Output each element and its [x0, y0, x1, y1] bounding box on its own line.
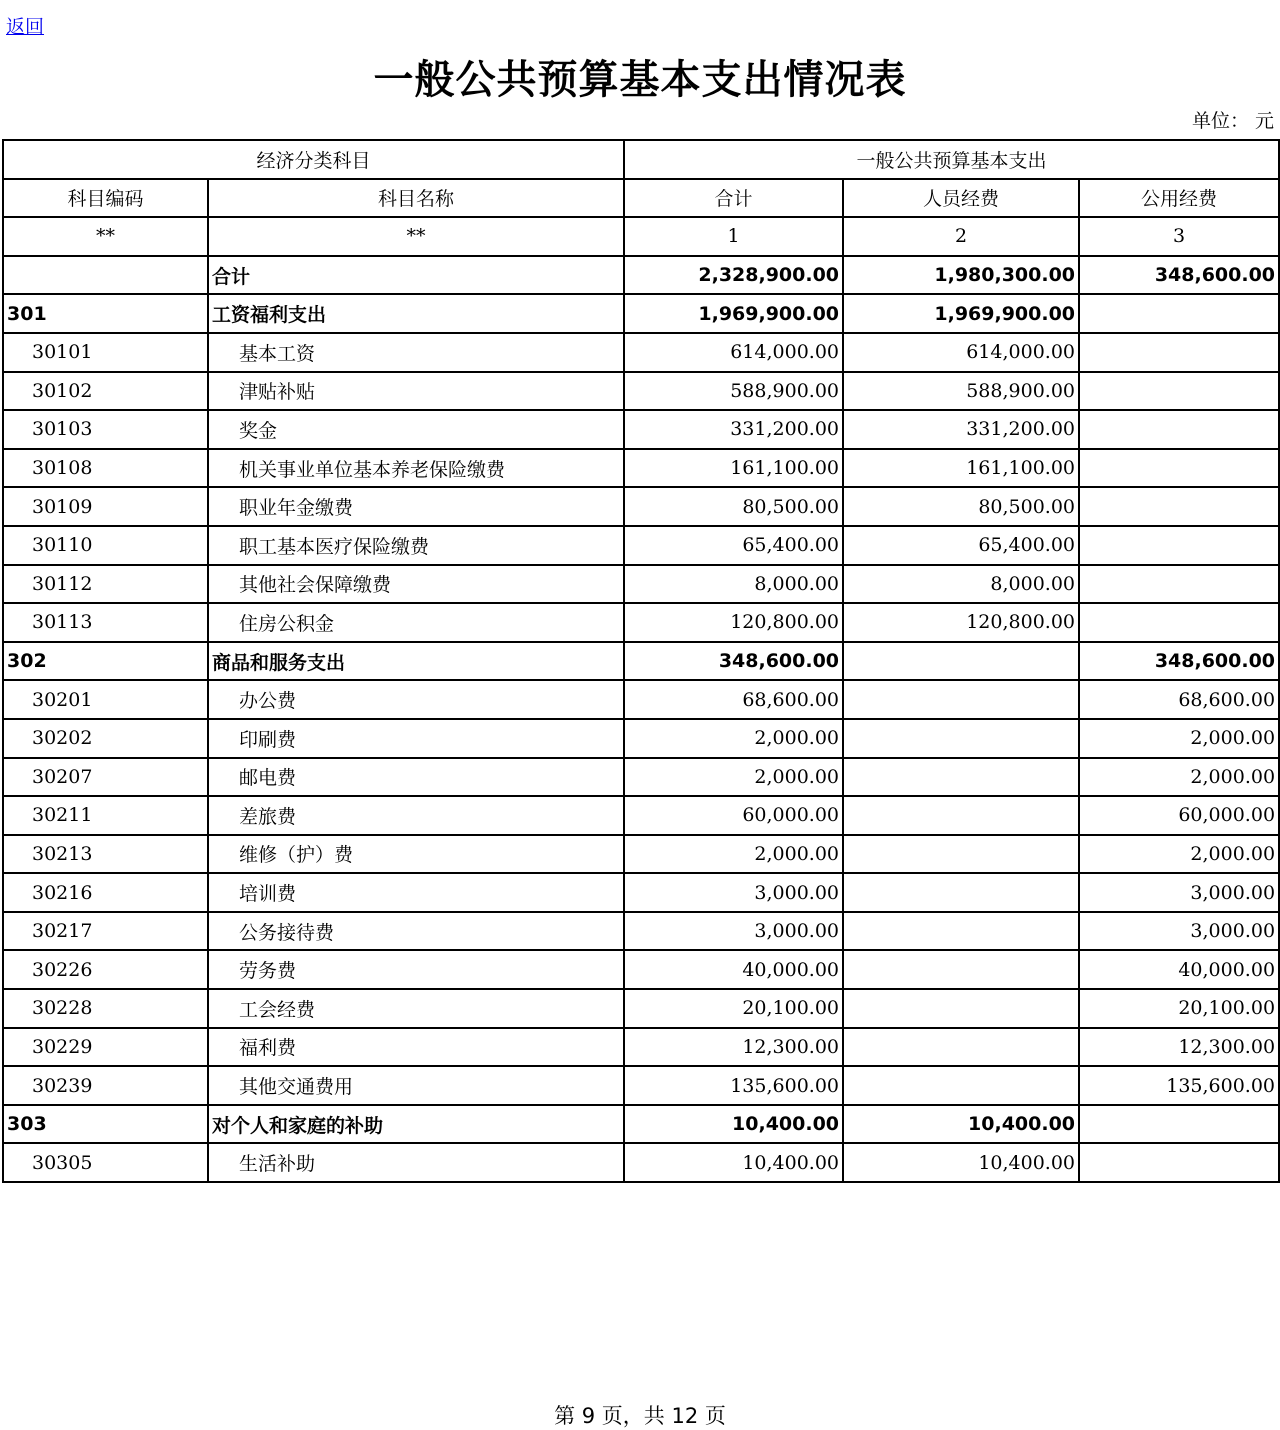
- table-row: [3, 603, 1279, 642]
- row-total: 10,400.00: [624, 1143, 843, 1182]
- row-name: 其他交通费用: [208, 1066, 624, 1105]
- row-code: 30202: [3, 719, 208, 758]
- row-code: 30229: [3, 1028, 208, 1067]
- row-personnel: 1,980,300.00: [843, 256, 1079, 295]
- row-public: 348,600.00: [1079, 642, 1279, 681]
- row-public: 68,600.00: [1079, 680, 1279, 719]
- row-name: 福利费: [208, 1028, 624, 1067]
- row-name: 办公费: [208, 680, 624, 719]
- table-row: [3, 873, 1279, 912]
- table-row: [3, 680, 1279, 719]
- row-name: 生活补助: [208, 1143, 624, 1182]
- table-row: [3, 1028, 1279, 1067]
- row-total: 3,000.00: [624, 912, 843, 951]
- row-public: [1079, 449, 1279, 488]
- row-personnel: 331,200.00: [843, 410, 1079, 449]
- row-public: [1079, 1105, 1279, 1144]
- row-personnel: 8,000.00: [843, 565, 1079, 604]
- row-public: [1079, 333, 1279, 372]
- row-total: 2,000.00: [624, 835, 843, 874]
- row-public: 20,100.00: [1079, 989, 1279, 1028]
- index-cell: 1: [624, 217, 843, 256]
- table-row: [3, 1143, 1279, 1182]
- table-row: [3, 449, 1279, 488]
- index-cell: **: [208, 217, 624, 256]
- row-personnel: 80,500.00: [843, 487, 1079, 526]
- row-public: [1079, 1143, 1279, 1182]
- table-row: [3, 333, 1279, 372]
- row-public: 3,000.00: [1079, 912, 1279, 951]
- row-code: 30108: [3, 449, 208, 488]
- row-code: 30213: [3, 835, 208, 874]
- row-public: 348,600.00: [1079, 256, 1279, 295]
- row-public: [1079, 294, 1279, 333]
- row-total: 1,969,900.00: [624, 294, 843, 333]
- table-row: [3, 294, 1279, 333]
- row-total: 20,100.00: [624, 989, 843, 1028]
- row-name: 职业年金缴费: [208, 487, 624, 526]
- row-total: 10,400.00: [624, 1105, 843, 1144]
- row-total: 68,600.00: [624, 680, 843, 719]
- index-row: [3, 217, 1279, 256]
- row-personnel: [843, 1028, 1079, 1067]
- row-public: 135,600.00: [1079, 1066, 1279, 1105]
- table-row: [3, 796, 1279, 835]
- table-row: [3, 1066, 1279, 1105]
- row-personnel: [843, 758, 1079, 797]
- column-header-personnel: 人员经费: [843, 179, 1079, 218]
- row-code: 30226: [3, 950, 208, 989]
- row-public: [1079, 603, 1279, 642]
- row-personnel: 161,100.00: [843, 449, 1079, 488]
- row-total: 2,000.00: [624, 719, 843, 758]
- table-row: [3, 912, 1279, 951]
- row-name: 维修（护）费: [208, 835, 624, 874]
- row-total: 331,200.00: [624, 410, 843, 449]
- row-total: 2,328,900.00: [624, 256, 843, 295]
- column-header-name: 科目名称: [208, 179, 624, 218]
- table-row: [3, 989, 1279, 1028]
- row-code: 30211: [3, 796, 208, 835]
- row-public: 60,000.00: [1079, 796, 1279, 835]
- column-header-public: 公用经费: [1079, 179, 1279, 218]
- row-total: 588,900.00: [624, 372, 843, 411]
- row-name: 其他社会保障缴费: [208, 565, 624, 604]
- row-name: 住房公积金: [208, 603, 624, 642]
- row-personnel: [843, 680, 1079, 719]
- row-code: [3, 256, 208, 295]
- row-name: 基本工资: [208, 333, 624, 372]
- unit-label: 单位： 元: [1191, 110, 1274, 132]
- index-cell: 3: [1079, 217, 1279, 256]
- row-personnel: [843, 719, 1079, 758]
- table-row: [3, 642, 1279, 681]
- row-name: 劳务费: [208, 950, 624, 989]
- row-public: 40,000.00: [1079, 950, 1279, 989]
- row-code: 30102: [3, 372, 208, 411]
- row-name: 工会经费: [208, 989, 624, 1028]
- table-row: [3, 1105, 1279, 1144]
- page-indicator: 第 9 页，共 12 页: [554, 1404, 726, 1428]
- row-total: 80,500.00: [624, 487, 843, 526]
- row-public: 2,000.00: [1079, 719, 1279, 758]
- row-code: 30228: [3, 989, 208, 1028]
- table-row: [3, 719, 1279, 758]
- table-row: [3, 565, 1279, 604]
- row-code: 30305: [3, 1143, 208, 1182]
- row-name: 培训费: [208, 873, 624, 912]
- row-personnel: [843, 989, 1079, 1028]
- row-public: 3,000.00: [1079, 873, 1279, 912]
- row-name: 职工基本医疗保险缴费: [208, 526, 624, 565]
- row-code: 303: [3, 1105, 208, 1144]
- row-public: 2,000.00: [1079, 835, 1279, 874]
- group-header-row: [3, 140, 1279, 179]
- column-header-total: 合计: [624, 179, 843, 218]
- row-code: 30103: [3, 410, 208, 449]
- row-public: 12,300.00: [1079, 1028, 1279, 1067]
- row-personnel: 120,800.00: [843, 603, 1079, 642]
- index-cell: 2: [843, 217, 1079, 256]
- row-total: 2,000.00: [624, 758, 843, 797]
- row-name: 机关事业单位基本养老保险缴费: [208, 449, 624, 488]
- column-header-code: 科目编码: [3, 179, 208, 218]
- row-personnel: 10,400.00: [843, 1105, 1079, 1144]
- row-name: 对个人和家庭的补助: [208, 1105, 624, 1144]
- row-total: 60,000.00: [624, 796, 843, 835]
- row-name: 印刷费: [208, 719, 624, 758]
- row-name: 合计: [208, 256, 624, 295]
- table-row: [3, 256, 1279, 295]
- row-total: 135,600.00: [624, 1066, 843, 1105]
- row-code: 30216: [3, 873, 208, 912]
- budget-table: [2, 139, 1280, 1183]
- row-personnel: 10,400.00: [843, 1143, 1079, 1182]
- row-total: 40,000.00: [624, 950, 843, 989]
- row-name: 商品和服务支出: [208, 642, 624, 681]
- row-code: 30109: [3, 487, 208, 526]
- row-code: 30112: [3, 565, 208, 604]
- row-personnel: [843, 950, 1079, 989]
- table-row: [3, 835, 1279, 874]
- row-personnel: [843, 912, 1079, 951]
- row-code: 301: [3, 294, 208, 333]
- row-name: 津贴补贴: [208, 372, 624, 411]
- row-public: [1079, 372, 1279, 411]
- column-header-row: [3, 179, 1279, 218]
- row-personnel: [843, 1066, 1079, 1105]
- row-code: 30217: [3, 912, 208, 951]
- row-total: 614,000.00: [624, 333, 843, 372]
- row-name: 奖金: [208, 410, 624, 449]
- row-public: [1079, 410, 1279, 449]
- row-personnel: [843, 873, 1079, 912]
- row-code: 30201: [3, 680, 208, 719]
- row-personnel: 1,969,900.00: [843, 294, 1079, 333]
- row-code: 30101: [3, 333, 208, 372]
- table-row: [3, 758, 1279, 797]
- row-name: 公务接待费: [208, 912, 624, 951]
- table-row: [3, 487, 1279, 526]
- back-link[interactable]: 返回: [6, 16, 45, 38]
- row-personnel: 588,900.00: [843, 372, 1079, 411]
- row-name: 邮电费: [208, 758, 624, 797]
- group-header-budget: 一般公共预算基本支出: [624, 140, 1279, 179]
- row-public: [1079, 526, 1279, 565]
- row-total: 65,400.00: [624, 526, 843, 565]
- row-personnel: [843, 642, 1079, 681]
- row-personnel: [843, 796, 1079, 835]
- row-public: 2,000.00: [1079, 758, 1279, 797]
- table-row: [3, 526, 1279, 565]
- row-total: 161,100.00: [624, 449, 843, 488]
- row-total: 348,600.00: [624, 642, 843, 681]
- table-row: [3, 372, 1279, 411]
- group-header-economic: 经济分类科目: [3, 140, 624, 179]
- row-total: 8,000.00: [624, 565, 843, 604]
- table-row: [3, 410, 1279, 449]
- row-code: 30239: [3, 1066, 208, 1105]
- row-name: 工资福利支出: [208, 294, 624, 333]
- row-personnel: [843, 835, 1079, 874]
- row-personnel: 65,400.00: [843, 526, 1079, 565]
- row-total: 12,300.00: [624, 1028, 843, 1067]
- row-public: [1079, 565, 1279, 604]
- row-public: [1079, 487, 1279, 526]
- row-total: 120,800.00: [624, 603, 843, 642]
- index-cell: **: [3, 217, 208, 256]
- page-title: 一般公共预算基本支出情况表: [373, 57, 907, 103]
- row-name: 差旅费: [208, 796, 624, 835]
- row-code: 30113: [3, 603, 208, 642]
- row-code: 30110: [3, 526, 208, 565]
- row-code: 302: [3, 642, 208, 681]
- row-code: 30207: [3, 758, 208, 797]
- row-total: 3,000.00: [624, 873, 843, 912]
- table-row: [3, 950, 1279, 989]
- row-personnel: 614,000.00: [843, 333, 1079, 372]
